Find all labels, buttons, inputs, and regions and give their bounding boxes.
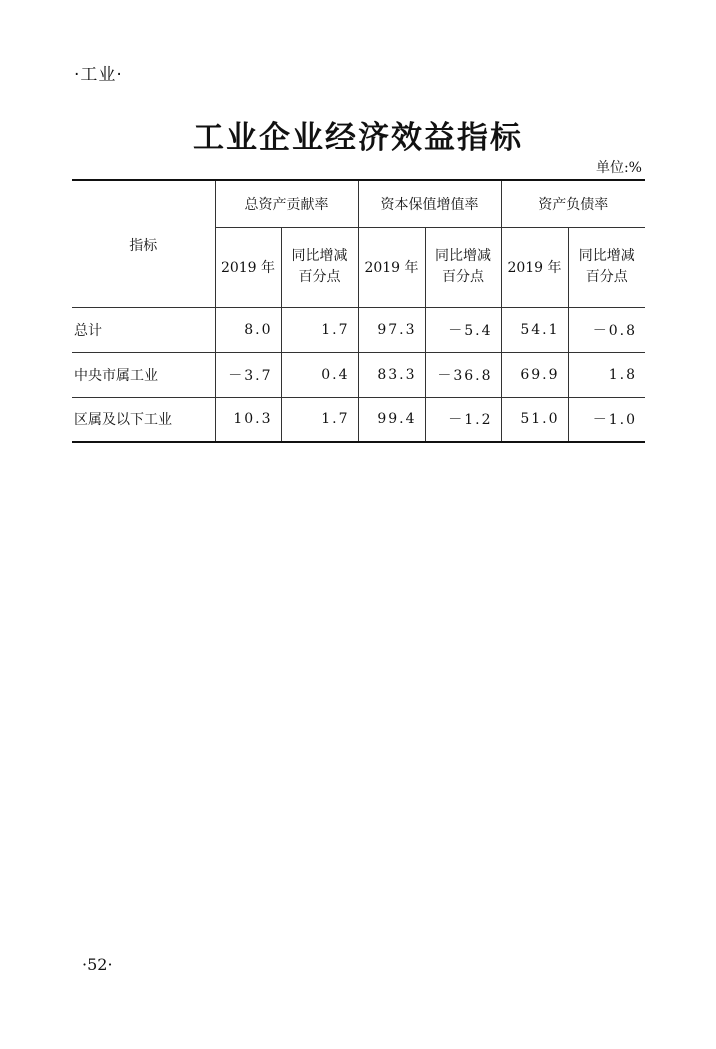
cell: 0.4 bbox=[281, 352, 358, 397]
group-header: 总资产贡献率 bbox=[215, 180, 358, 227]
section-header: ·工业· bbox=[74, 65, 123, 85]
cell: 99.4 bbox=[358, 397, 425, 442]
cell: 83.3 bbox=[358, 352, 425, 397]
cell: 51.0 bbox=[501, 397, 568, 442]
unit-label: 单位:% bbox=[595, 160, 642, 176]
change-header: 同比增减 百分点 bbox=[425, 227, 501, 307]
cell: 97.3 bbox=[358, 307, 425, 352]
cell: 54.1 bbox=[501, 307, 568, 352]
indicator-header: 指标 bbox=[72, 180, 215, 307]
cell: 1.7 bbox=[281, 397, 358, 442]
cell: 8.0 bbox=[215, 307, 281, 352]
change-header: 同比增减 百分点 bbox=[281, 227, 358, 307]
indicators-table bbox=[72, 179, 645, 443]
cell: －0.8 bbox=[568, 307, 645, 352]
change-header: 同比增减 百分点 bbox=[568, 227, 645, 307]
row-label: 中央市属工业 bbox=[72, 352, 215, 397]
cell: 1.8 bbox=[568, 352, 645, 397]
page-title: 工业企业经济效益指标 bbox=[193, 120, 523, 156]
cell: －1.2 bbox=[425, 397, 501, 442]
year-header: 2019 年 bbox=[215, 227, 281, 307]
group-header: 资本保值增值率 bbox=[358, 180, 501, 227]
cell: 1.7 bbox=[281, 307, 358, 352]
cell: 10.3 bbox=[215, 397, 281, 442]
table-row bbox=[72, 352, 645, 397]
cell: －36.8 bbox=[425, 352, 501, 397]
row-label: 区属及以下工业 bbox=[72, 397, 215, 442]
cell: －5.4 bbox=[425, 307, 501, 352]
cell: 69.9 bbox=[501, 352, 568, 397]
row-label: 总计 bbox=[72, 307, 215, 352]
year-header: 2019 年 bbox=[358, 227, 425, 307]
group-header: 资产负债率 bbox=[501, 180, 645, 227]
cell: －1.0 bbox=[568, 397, 645, 442]
table-row bbox=[72, 397, 645, 442]
table-row bbox=[72, 307, 645, 352]
cell: －3.7 bbox=[215, 352, 281, 397]
page-number: ·52· bbox=[82, 955, 113, 974]
year-header: 2019 年 bbox=[501, 227, 568, 307]
